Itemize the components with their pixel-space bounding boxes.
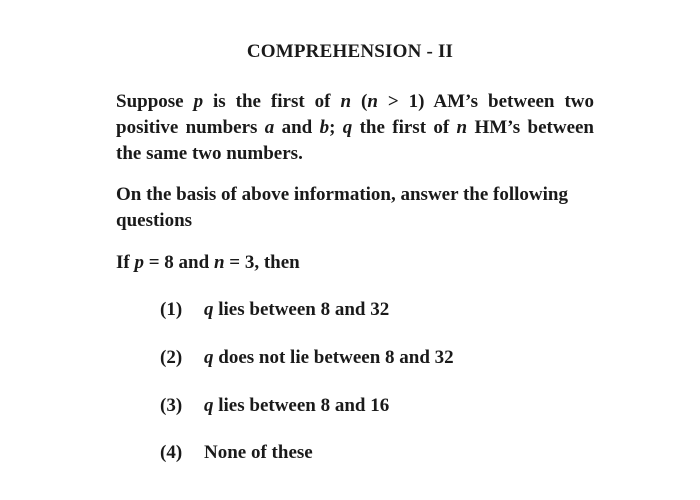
stem-fragment: If [116, 252, 135, 273]
passage-fragment: HM’s between the same two numbers. [116, 117, 594, 164]
option-variable: q [204, 299, 214, 320]
passage-text [116, 89, 594, 167]
section-heading: COMPREHENSION - II [246, 41, 454, 62]
option-4[interactable] [160, 440, 313, 466]
question-stem [116, 250, 594, 276]
option-variable: q [204, 347, 214, 368]
option-number: (1) [160, 299, 183, 320]
variable-n: n [340, 91, 352, 112]
passage-fragment: > 1) AM’s between two positive numbers [116, 91, 595, 138]
option-variable: q [204, 395, 214, 416]
variable-b: b [319, 117, 330, 138]
option-number: (2) [160, 347, 183, 368]
option-2[interactable] [160, 345, 454, 371]
option-number: (4) [160, 442, 183, 463]
instruction-text: On the basis of above information, answer the following questions [116, 184, 568, 231]
option-1[interactable] [160, 297, 389, 323]
stem-fragment: = 3, then [224, 252, 300, 273]
option-text: does not lie between 8 and 32 [213, 347, 454, 368]
variable-p: p [134, 252, 144, 273]
passage-fragment: and [274, 117, 320, 138]
passage-fragment: ; [329, 117, 343, 138]
variable-n: n [456, 117, 468, 138]
passage-fragment: is the first of [203, 91, 341, 112]
stem-fragment: = 8 and [143, 252, 214, 273]
option-text: lies between 8 and 16 [213, 395, 390, 416]
option-number: (3) [160, 395, 183, 416]
option-text: lies between 8 and 32 [213, 299, 390, 320]
passage-fragment: ( [351, 91, 368, 112]
variable-n: n [367, 91, 378, 112]
passage-fragment: Suppose [116, 91, 194, 112]
passage-fragment: the first of [352, 117, 457, 138]
variable-a: a [264, 117, 275, 138]
variable-p: p [193, 91, 204, 112]
variable-n: n [213, 252, 225, 273]
option-text: None of these [204, 442, 313, 463]
option-3[interactable] [160, 393, 389, 419]
variable-q: q [342, 117, 353, 138]
